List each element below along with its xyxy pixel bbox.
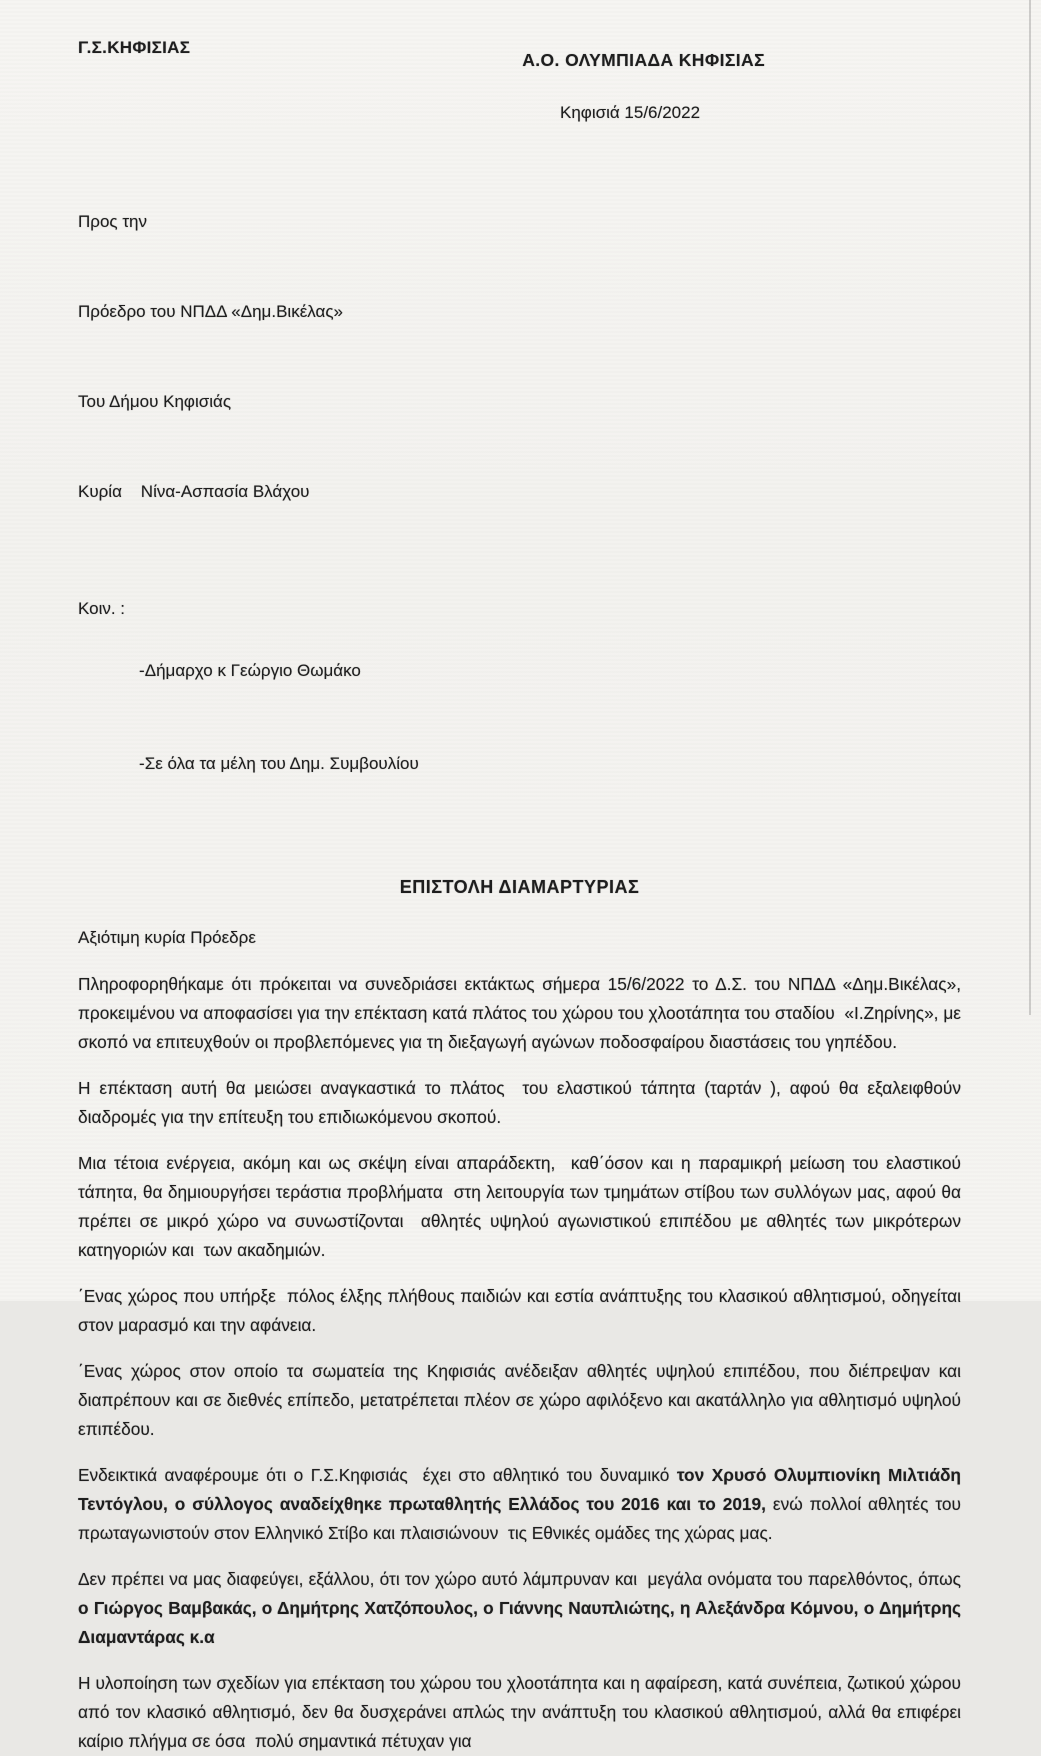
letterhead-org-right: Α.Ο. ΟΛΥΜΠΙΑΔΑ ΚΗΦΙΣΙΑΣ	[522, 50, 765, 70]
letter-body	[78, 970, 966, 1756]
paragraph	[78, 1074, 966, 1132]
paragraph	[78, 1461, 966, 1548]
cc-label: Κοιν. :	[78, 599, 126, 618]
bold-text-run: ο Γιώργος Βαμβακάς, ο Δημήτρης Χατζόπουλος, ο Γιάννης Ναυπλιώτης, η Αλεξάνδρα Κόμνου, ο Δημήτρης Διαμαντάρας κ.α	[78, 1598, 966, 1647]
text-run: Η υλοποίηση των σχεδίων για επέκταση του χώρου του χλοοτάπητα και η αφαίρεση, κατά συνέπεια, ζωτικού χώρου από τον κλασικό αθλητισμό, δεν θα δυσχεράνει απλώς την ανάπτυξη του κλασικού αθλητισμού, αλλά θα επιφέρει καίριο πλήγμα σε όσα πολύ σημαντικά πέτυχαν για	[78, 1673, 966, 1751]
cc-line: -Σε όλα τα μέλη του Δημ. Συμβουλίου	[139, 754, 419, 773]
cc-lines	[139, 593, 419, 841]
letter-title: ΕΠΙΣΤΟΛΗ ΔΙΑΜΑΡΤΥΡΙΑΣ	[399, 877, 640, 897]
recipient-line: Του Δήμου Κηφισιάς	[78, 392, 232, 411]
text-run: Η επέκταση αυτή θα μειώσει αναγκαστικά το πλάτος του ελαστικού τάπητα (ταρτάν ), αφού θα εξαλειφθούν διαδρομές για την επίτευξη του επιδιωκόμενου σκοπού.	[78, 1078, 966, 1127]
text-run: ΄Ενας χώρος στον οποίο τα σωματεία της Κηφισιάς ανέδειξαν αθλητές υψηλού επιπέδου, που διέπρεψαν και διαπρέπουν και σε διεθνές επίπεδο, μετατρέπεται πλέον σε χώρο αφιλόξενο και ακατάλληλο για αθλητισμό υψηλού επιπέδου.	[78, 1361, 966, 1439]
cc-line: -Δήμαρχο κ Γεώργιο Θωμάκο	[139, 661, 361, 680]
paragraph	[78, 1149, 966, 1265]
letterhead-org-left: Γ.Σ.ΚΗΦΙΣΙΑΣ	[78, 38, 191, 57]
letterhead	[78, 38, 961, 71]
text-run: Δεν πρέπει να μας διαφεύγει, εξάλλου, ότι τον χώρο αυτό λάμπρυναν και μεγάλα ονόματα του παρελθόντος, όπως	[78, 1569, 966, 1589]
dateline: Κηφισιά 15/6/2022	[560, 103, 701, 122]
bold-text-run: τον Χρυσό Ολυμπιονίκη Μιλτιάδη Τεντόγλου, ο σύλλογος αναδείχθηκε πρωταθλητής Ελλάδος του 2016 και το 2019,	[78, 1465, 966, 1514]
recipient-block	[78, 147, 961, 567]
recipient-line: Προς την	[78, 212, 147, 231]
recipient-line: Πρόεδρο του ΝΠΔΔ «Δημ.Βικέλας»	[78, 302, 343, 321]
recipient-line: Κυρία Νίνα-Ασπασία Βλάχου	[78, 482, 310, 501]
text-run: ενώ πολλοί αθλητές του πρωταγωνιστούν στον Ελληνικό Στίβο και πλαισιώνουν τις Εθνικές ομάδες της χώρας μας.	[78, 1494, 966, 1543]
text-run: Πληροφορηθήκαμε ότι πρόκειται να συνεδριάσει εκτάκτως σήμερα 15/6/2022 το Δ.Σ. του ΝΠΔΔ «Δημ.Βικέλας», προκειμένου να αποφασίσει για την επέκταση κατά πλάτος του χώρου του χλοοτάπητα του σταδίου «Ι.Ζηρίνης», με σκοπό να επιτευχθούν οι προβλεπόμενες για τη διεξαγωγή αγώνων ποδοσφαίρου διαστάσεις του γηπέδου.	[78, 974, 966, 1052]
paragraph	[78, 1357, 966, 1444]
cc-block	[78, 593, 961, 841]
paragraph	[78, 1669, 966, 1756]
paragraph	[78, 1565, 966, 1652]
salutation: Αξιότιμη κυρία Πρόεδρε	[78, 928, 256, 947]
text-run: Μια τέτοια ενέργεια, ακόμη και ως σκέψη είναι απαράδεκτη, καθ΄όσον και η παραμικρή μείωση του ελαστικού τάπητα, θα δημιουργήσει τεράστια προβλήματα στη λειτουργία των τμημάτων στίβου των συλλόγων μας, αφού θα πρέπει σε μικρό χώρο να συνωστίζονται αθλητές υψηλού αγωνιστικού επιπέδου με αθλητές των μικρότερων κατηγοριών και των ακαδημιών.	[78, 1153, 966, 1260]
paragraph	[78, 970, 966, 1057]
scan-edge-artifact	[1029, 0, 1031, 1015]
text-run: Ενδεικτικά αναφέρουμε ότι ο Γ.Σ.Κηφισιάς έχει στο αθλητικό του δυναμικό	[78, 1465, 677, 1485]
paragraph	[78, 1282, 966, 1340]
text-run: ΄Ενας χώρος που υπήρξε πόλος έλξης πλήθους παιδιών και εστία ανάπτυξης του κλασικού αθλητισμού, οδηγείται στον μαρασμό και την αφάνεια.	[78, 1286, 966, 1335]
